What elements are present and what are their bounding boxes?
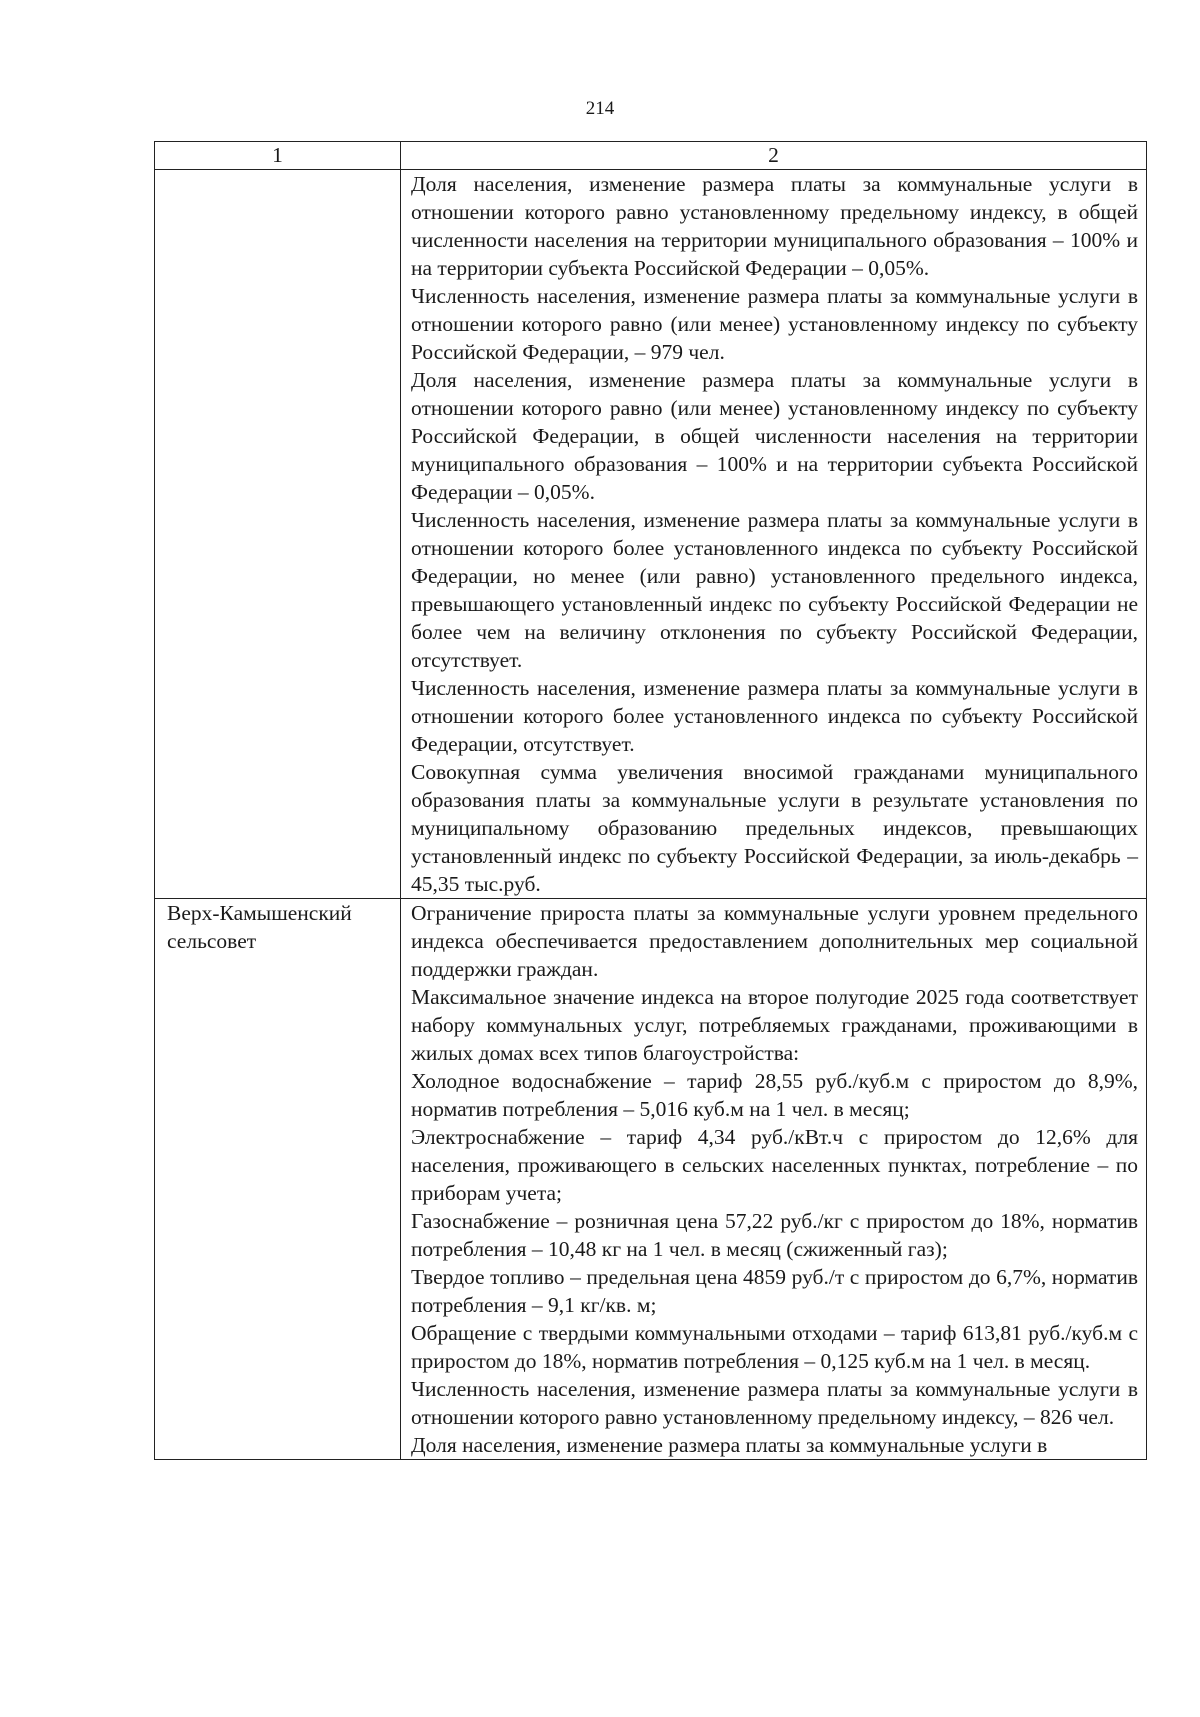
paragraph: Численность населения, изменение размера платы за коммунальные услуги в отношении которого более установленного индекса по субъекту Российской Федерации, но менее (или равно) установленного предельного индекса, превышающего установленный индекс по субъекту Российской Федерации не более чем на величину отклонения по субъекту Российской Федерации, отсутствует. bbox=[411, 508, 1138, 672]
paragraph: Численность населения, изменение размера платы за коммунальные услуги в отношении которого равно установленному предельному индексу, – 826 чел. bbox=[411, 1377, 1138, 1429]
page-number: 214 bbox=[585, 98, 615, 119]
paragraph: Численность населения, изменение размера платы за коммунальные услуги в отношении которого равно (или менее) установленному индексу по субъекту Российской Федерации, – 979 чел. bbox=[411, 284, 1138, 364]
column-header-1: 1 bbox=[155, 142, 401, 170]
paragraph: Доля населения, изменение размера платы за коммунальные услуги в отношении которого равно установленному предельному индексу, в общей численности населения на территории муниципального образования – 100% и на территории субъекта Российской Федерации – 0,05%. bbox=[411, 172, 1138, 280]
description-cell bbox=[401, 170, 1147, 899]
paragraph: Численность населения, изменение размера платы за коммунальные услуги в отношении которого более установленного индекса по субъекту Российской Федерации, отсутствует. bbox=[411, 676, 1138, 756]
municipality-cell bbox=[155, 170, 401, 899]
paragraph: Максимальное значение индекса на второе полугодие 2025 года соответствует набору коммунальных услуг, потребляемых гражданами, проживающими в жилых домах всех типов благоустройства: bbox=[411, 985, 1138, 1065]
table-header-row bbox=[155, 142, 1147, 170]
paragraph: Ограничение прироста платы за коммунальные услуги уровнем предельного индекса обеспечивается предоставлением дополнительных мер социальной поддержки граждан. bbox=[411, 901, 1138, 981]
municipality-cell: Верх-Камышенский сельсовет bbox=[155, 899, 401, 1460]
paragraph: Совокупная сумма увеличения вносимой гражданами муниципального образования платы за коммунальные услуги в результате установления по муниципальному образованию предельных индексов, превышающих установленный индекс по субъекту Российской Федерации, за июль-декабрь – 45,35 тыс.руб. bbox=[411, 760, 1138, 896]
paragraph: Доля населения, изменение размера платы за коммунальные услуги в отношении которого равно (или менее) установленному индексу по субъекту Российской Федерации, в общей численности населения на территории муниципального образования – 100% и на территории субъекта Российской Федерации – 0,05%. bbox=[411, 368, 1138, 504]
paragraph: Обращение с твердыми коммунальными отходами – тариф 613,81 руб./куб.м с приростом до 18%, норматив потребления – 0,125 куб.м на 1 чел. в месяц. bbox=[411, 1321, 1138, 1373]
table-row bbox=[155, 170, 1147, 899]
table-row bbox=[155, 899, 1147, 1460]
document-table bbox=[154, 141, 1147, 1460]
paragraph: Газоснабжение – розничная цена 57,22 руб./кг с приростом до 18%, норматив потребления – 10,48 кг на 1 чел. в месяц (сжиженный газ); bbox=[411, 1209, 1138, 1261]
column-header-2: 2 bbox=[401, 142, 1147, 170]
paragraph: Холодное водоснабжение – тариф 28,55 руб./куб.м с приростом до 8,9%, норматив потребления – 5,016 куб.м на 1 чел. в месяц; bbox=[411, 1069, 1138, 1121]
paragraph: Электроснабжение – тариф 4,34 руб./кВт.ч с приростом до 12,6% для населения, проживающего в сельских населенных пунктах, потребление – по приборам учета; bbox=[411, 1125, 1138, 1205]
description-cell bbox=[401, 899, 1147, 1460]
paragraph: Твердое топливо – предельная цена 4859 руб./т с приростом до 6,7%, норматив потребления – 9,1 кг/кв. м; bbox=[411, 1265, 1138, 1317]
paragraph: Доля населения, изменение размера платы за коммунальные услуги в bbox=[411, 1433, 1048, 1457]
